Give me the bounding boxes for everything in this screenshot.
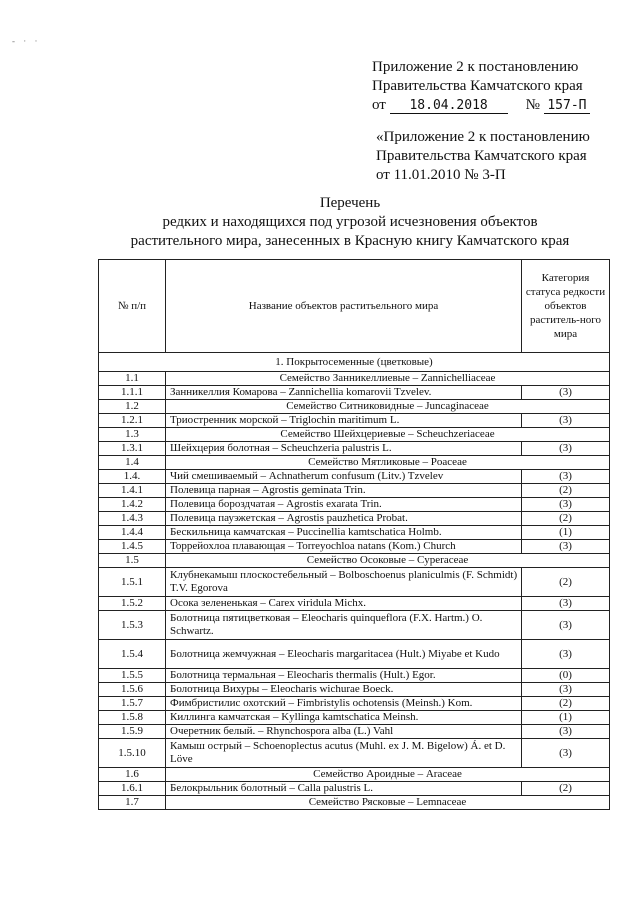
category-value: (3) bbox=[522, 470, 610, 484]
species-name: Клубнекамыш плоскостебельный – Bolboschoenus planiculmis (F. Schmidt) T.V. Egorova bbox=[166, 568, 522, 597]
species-row bbox=[99, 414, 610, 428]
row-number: 1.4.5 bbox=[99, 540, 166, 554]
family-name: Семейство Мятликовые – Poaceae bbox=[166, 456, 610, 470]
species-name: Чий смешиваемый – Achnatherum confusum (Litv.) Tzvelev bbox=[166, 470, 522, 484]
category-value: (2) bbox=[522, 782, 610, 796]
species-row bbox=[99, 386, 610, 400]
document-title bbox=[100, 194, 600, 251]
title-line-1: Перечень bbox=[319, 195, 381, 211]
row-number: 1.5.3 bbox=[99, 611, 166, 640]
family-name: Семейство Ароидные – Araceae bbox=[166, 768, 610, 782]
family-row bbox=[99, 554, 610, 568]
family-row bbox=[99, 456, 610, 470]
category-value: (3) bbox=[522, 540, 610, 554]
col-header-num: № п/п bbox=[99, 260, 166, 353]
row-number: 1.5.5 bbox=[99, 669, 166, 683]
species-name: Торрейохлоа плавающая – Torreyochloa natans (Kom.) Church bbox=[166, 540, 522, 554]
col-header-name: Название объектов раститьельного мира bbox=[166, 260, 522, 353]
category-value: (3) bbox=[522, 683, 610, 697]
species-name: Шейхцерия болотная – Scheuchzeria palustris L. bbox=[166, 442, 522, 456]
row-number: 1.5 bbox=[99, 554, 166, 568]
category-value: (3) bbox=[522, 498, 610, 512]
family-name: Семейство Занникеллиевые – Zannichelliaceae bbox=[166, 372, 610, 386]
row-number: 1.4.4 bbox=[99, 526, 166, 540]
family-row bbox=[99, 400, 610, 414]
row-number: 1.3.1 bbox=[99, 442, 166, 456]
family-row bbox=[99, 768, 610, 782]
category-value: (2) bbox=[522, 512, 610, 526]
species-name: Бескильница камчатская – Puccinellia kamtschatica Holmb. bbox=[166, 526, 522, 540]
header-line-1: Приложение 2 к постановлению bbox=[372, 59, 579, 75]
species-row bbox=[99, 697, 610, 711]
col-header-category: Категория статуса редкости объектов раститель-ного мира bbox=[522, 260, 610, 353]
species-name: Камыш острый – Schoenoplectus acutus (Muhl. ex J. M. Bigelow) Á. et D. Löve bbox=[166, 739, 522, 768]
row-number: 1.3 bbox=[99, 428, 166, 442]
row-number: 1.4. bbox=[99, 470, 166, 484]
row-number: 1.4.1 bbox=[99, 484, 166, 498]
number-label: № bbox=[525, 97, 540, 113]
row-number: 1.5.2 bbox=[99, 597, 166, 611]
category-value: (1) bbox=[522, 526, 610, 540]
species-row bbox=[99, 484, 610, 498]
species-row bbox=[99, 725, 610, 739]
row-number: 1.5.4 bbox=[99, 640, 166, 669]
species-name: Занникеллия Комарова – Zannichellia komarovii Tzvelev. bbox=[166, 386, 522, 400]
header2-line-1: «Приложение 2 к постановлению bbox=[376, 129, 590, 145]
category-value: (3) bbox=[522, 414, 610, 428]
species-name: Осока зелененькая – Carex viridula Michx. bbox=[166, 597, 522, 611]
species-row bbox=[99, 540, 610, 554]
family-name: Семейство Шейхцериевые – Scheuchzeriaceae bbox=[166, 428, 610, 442]
family-row bbox=[99, 796, 610, 810]
row-number: 1.2 bbox=[99, 400, 166, 414]
species-row bbox=[99, 526, 610, 540]
category-value: (0) bbox=[522, 669, 610, 683]
original-appendix-header bbox=[376, 128, 590, 185]
species-row bbox=[99, 782, 610, 796]
family-row bbox=[99, 428, 610, 442]
row-number: 1.6.1 bbox=[99, 782, 166, 796]
row-number: 1.5.8 bbox=[99, 711, 166, 725]
row-number: 1.4 bbox=[99, 456, 166, 470]
category-value: (2) bbox=[522, 484, 610, 498]
species-name: Полевица пауэжетская – Agrostis pauzhetica Probat. bbox=[166, 512, 522, 526]
species-row bbox=[99, 498, 610, 512]
row-number: 1.4.3 bbox=[99, 512, 166, 526]
category-value: (2) bbox=[522, 568, 610, 597]
row-number: 1.2.1 bbox=[99, 414, 166, 428]
species-row bbox=[99, 683, 610, 697]
species-row bbox=[99, 470, 610, 484]
row-number: 1.1.1 bbox=[99, 386, 166, 400]
species-name: Болотница термальная – Eleocharis thermalis (Hult.) Egor. bbox=[166, 669, 522, 683]
category-value: (3) bbox=[522, 640, 610, 669]
species-row bbox=[99, 739, 610, 768]
species-row bbox=[99, 597, 610, 611]
family-name: Семейство Осоковые – Cyperaceae bbox=[166, 554, 610, 568]
header2-line-2: Правительства Камчатского края bbox=[376, 148, 587, 164]
row-number: 1.4.2 bbox=[99, 498, 166, 512]
species-row bbox=[99, 512, 610, 526]
header-line-2: Правительства Камчатского края bbox=[372, 78, 583, 94]
row-number: 1.5.6 bbox=[99, 683, 166, 697]
red-book-table bbox=[98, 259, 610, 810]
species-name: Киллинга камчатская – Kyllinga kamtschatica Meinsh. bbox=[166, 711, 522, 725]
species-row bbox=[99, 611, 610, 640]
species-name: Болотница Вихуры – Eleocharis wichurae Boeck. bbox=[166, 683, 522, 697]
species-name: Полевица парная – Agrostis geminata Trin. bbox=[166, 484, 522, 498]
decree-date: 18.04.2018 bbox=[390, 98, 508, 114]
species-name: Болотница жемчужная – Eleocharis margaritacea (Hult.) Miyabe et Kudo bbox=[166, 640, 522, 669]
row-number: 1.1 bbox=[99, 372, 166, 386]
section-row: 1. Покрытосеменные (цветковые) bbox=[99, 353, 610, 372]
category-value: (2) bbox=[522, 697, 610, 711]
category-value: (3) bbox=[522, 739, 610, 768]
row-number: 1.6 bbox=[99, 768, 166, 782]
category-value: (3) bbox=[522, 611, 610, 640]
family-name: Семейство Ситниковидные – Juncaginaceae bbox=[166, 400, 610, 414]
family-name: Семейство Рясковые – Lemnaceae bbox=[166, 796, 610, 810]
from-label: от bbox=[372, 97, 386, 113]
species-name: Фимбристилис охотский – Fimbristylis ochotensis (Meinsh.) Kom. bbox=[166, 697, 522, 711]
category-value: (3) bbox=[522, 442, 610, 456]
row-number: 1.7 bbox=[99, 796, 166, 810]
species-row bbox=[99, 568, 610, 597]
species-name: Очеретник белый. – Rhynchospora alba (L.) Vahl bbox=[166, 725, 522, 739]
species-name: Триостренник морской – Triglochin maritimum L. bbox=[166, 414, 522, 428]
species-name: Болотница пятицветковая – Eleocharis quinqueflora (F.X. Hartm.) O. Schwartz. bbox=[166, 611, 522, 640]
species-row bbox=[99, 442, 610, 456]
row-number: 1.5.7 bbox=[99, 697, 166, 711]
title-line-3: растительного мира, занесенных в Красную книгу Камчатского края bbox=[130, 233, 570, 249]
row-number: 1.5.9 bbox=[99, 725, 166, 739]
row-number: 1.5.10 bbox=[99, 739, 166, 768]
category-value: (3) bbox=[522, 725, 610, 739]
appendix-header bbox=[372, 58, 590, 115]
header-date-line bbox=[372, 96, 590, 115]
row-number: 1.5.1 bbox=[99, 568, 166, 597]
title-line-2: редких и находящихся под угрозой исчезновения объектов bbox=[162, 214, 538, 230]
header2-line-3: от 11.01.2010 № 3-П bbox=[376, 167, 506, 183]
species-row bbox=[99, 669, 610, 683]
corner-mark: - · · bbox=[12, 36, 41, 46]
species-row bbox=[99, 711, 610, 725]
category-value: (3) bbox=[522, 597, 610, 611]
category-value: (1) bbox=[522, 711, 610, 725]
species-name: Белокрыльник болотный – Calla palustris L. bbox=[166, 782, 522, 796]
species-row bbox=[99, 640, 610, 669]
decree-number: 157-П bbox=[544, 98, 590, 114]
species-name: Полевица бороздчатая – Agrostis exarata Trin. bbox=[166, 498, 522, 512]
category-value: (3) bbox=[522, 386, 610, 400]
family-row bbox=[99, 372, 610, 386]
